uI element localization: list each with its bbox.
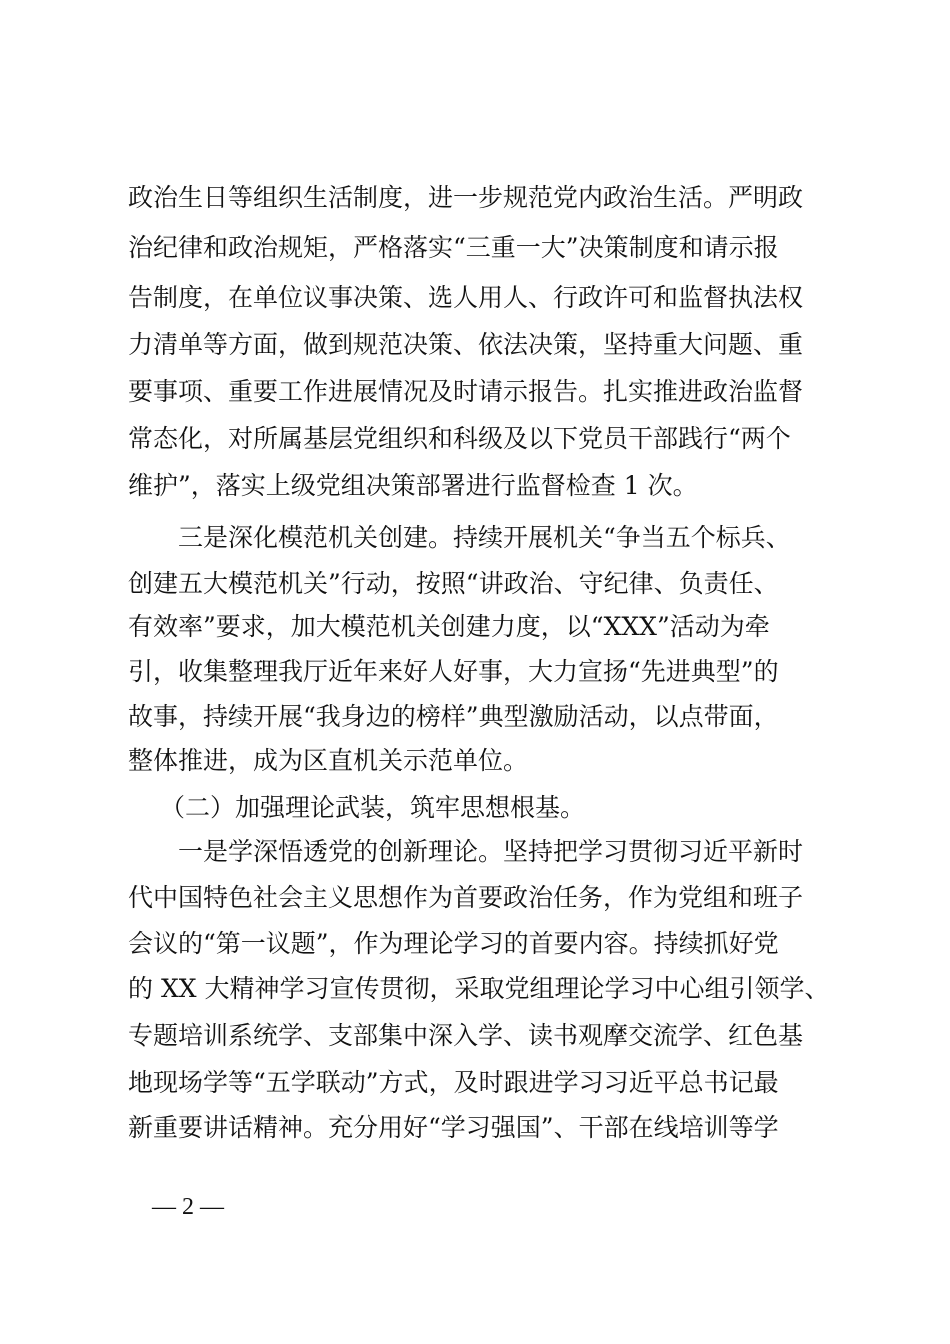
body-line-21: 新重要讲话精神。充分用好“学习强国”、干部在线培训等学 bbox=[128, 1113, 779, 1142]
body-line-2: 治纪律和政治规矩，严格落实“三重一大”决策制度和请示报 bbox=[128, 233, 779, 262]
body-line-17: 会议的“第一议题”，作为理论学习的首要内容。持续抓好党 bbox=[128, 929, 779, 958]
body-line-13: 整体推进，成为区直机关示范单位。 bbox=[128, 746, 529, 775]
body-line-5: 要事项、重要工作进展情况及时请示报告。扎实推进政治监督 bbox=[128, 377, 804, 406]
body-line-12: 故事，持续开展“我身边的榜样”典型激励活动，以点带面， bbox=[128, 702, 779, 731]
body-line-8: 三是深化模范机关创建。持续开展机关“争当五个标兵、 bbox=[178, 523, 791, 552]
body-line-19: 专题培训系统学、支部集中深入学、读书观摩交流学、红色基 bbox=[128, 1021, 804, 1050]
body-line-16: 代中国特色社会主义思想作为首要政治任务，作为党组和班子 bbox=[128, 883, 804, 912]
body-line-15: 一是学深悟透党的创新理论。坚持把学习贯彻习近平新时 bbox=[178, 837, 804, 866]
section-heading: （二）加强理论武装，筑牢思想根基。 bbox=[160, 793, 586, 822]
body-line-18: 的 XX 大精神学习宣传贯彻，采取党组理论学习中心组引领学、 bbox=[128, 974, 830, 1003]
body-line-7: 维护”，落实上级党组决策部署进行监督检查 1 次。 bbox=[128, 471, 698, 500]
body-line-9: 创建五大模范机关”行动，按照“讲政治、守纪律、负责任、 bbox=[128, 569, 779, 598]
body-line-6: 常态化，对所属基层党组织和科级及以下党员干部践行“两个 bbox=[128, 424, 791, 453]
body-line-4: 力清单等方面，做到规范决策、依法决策，坚持重大问题、重 bbox=[128, 330, 804, 359]
body-line-1: 政治生日等组织生活制度，进一步规范党内政治生活。严明政 bbox=[128, 183, 804, 212]
body-line-10: 有效率”要求，加大模范机关创建力度，以“XXX”活动为牵 bbox=[128, 612, 770, 641]
body-line-11: 引，收集整理我厅近年来好人好事，大力宣扬“先进典型”的 bbox=[128, 657, 779, 686]
body-line-3: 告制度，在单位议事决策、选人用人、行政许可和监督执法权 bbox=[128, 283, 804, 312]
body-line-20: 地现场学等“五学联动”方式，及时跟进学习习近平总书记最 bbox=[128, 1068, 779, 1097]
page-number: — 2 — bbox=[152, 1194, 224, 1220]
